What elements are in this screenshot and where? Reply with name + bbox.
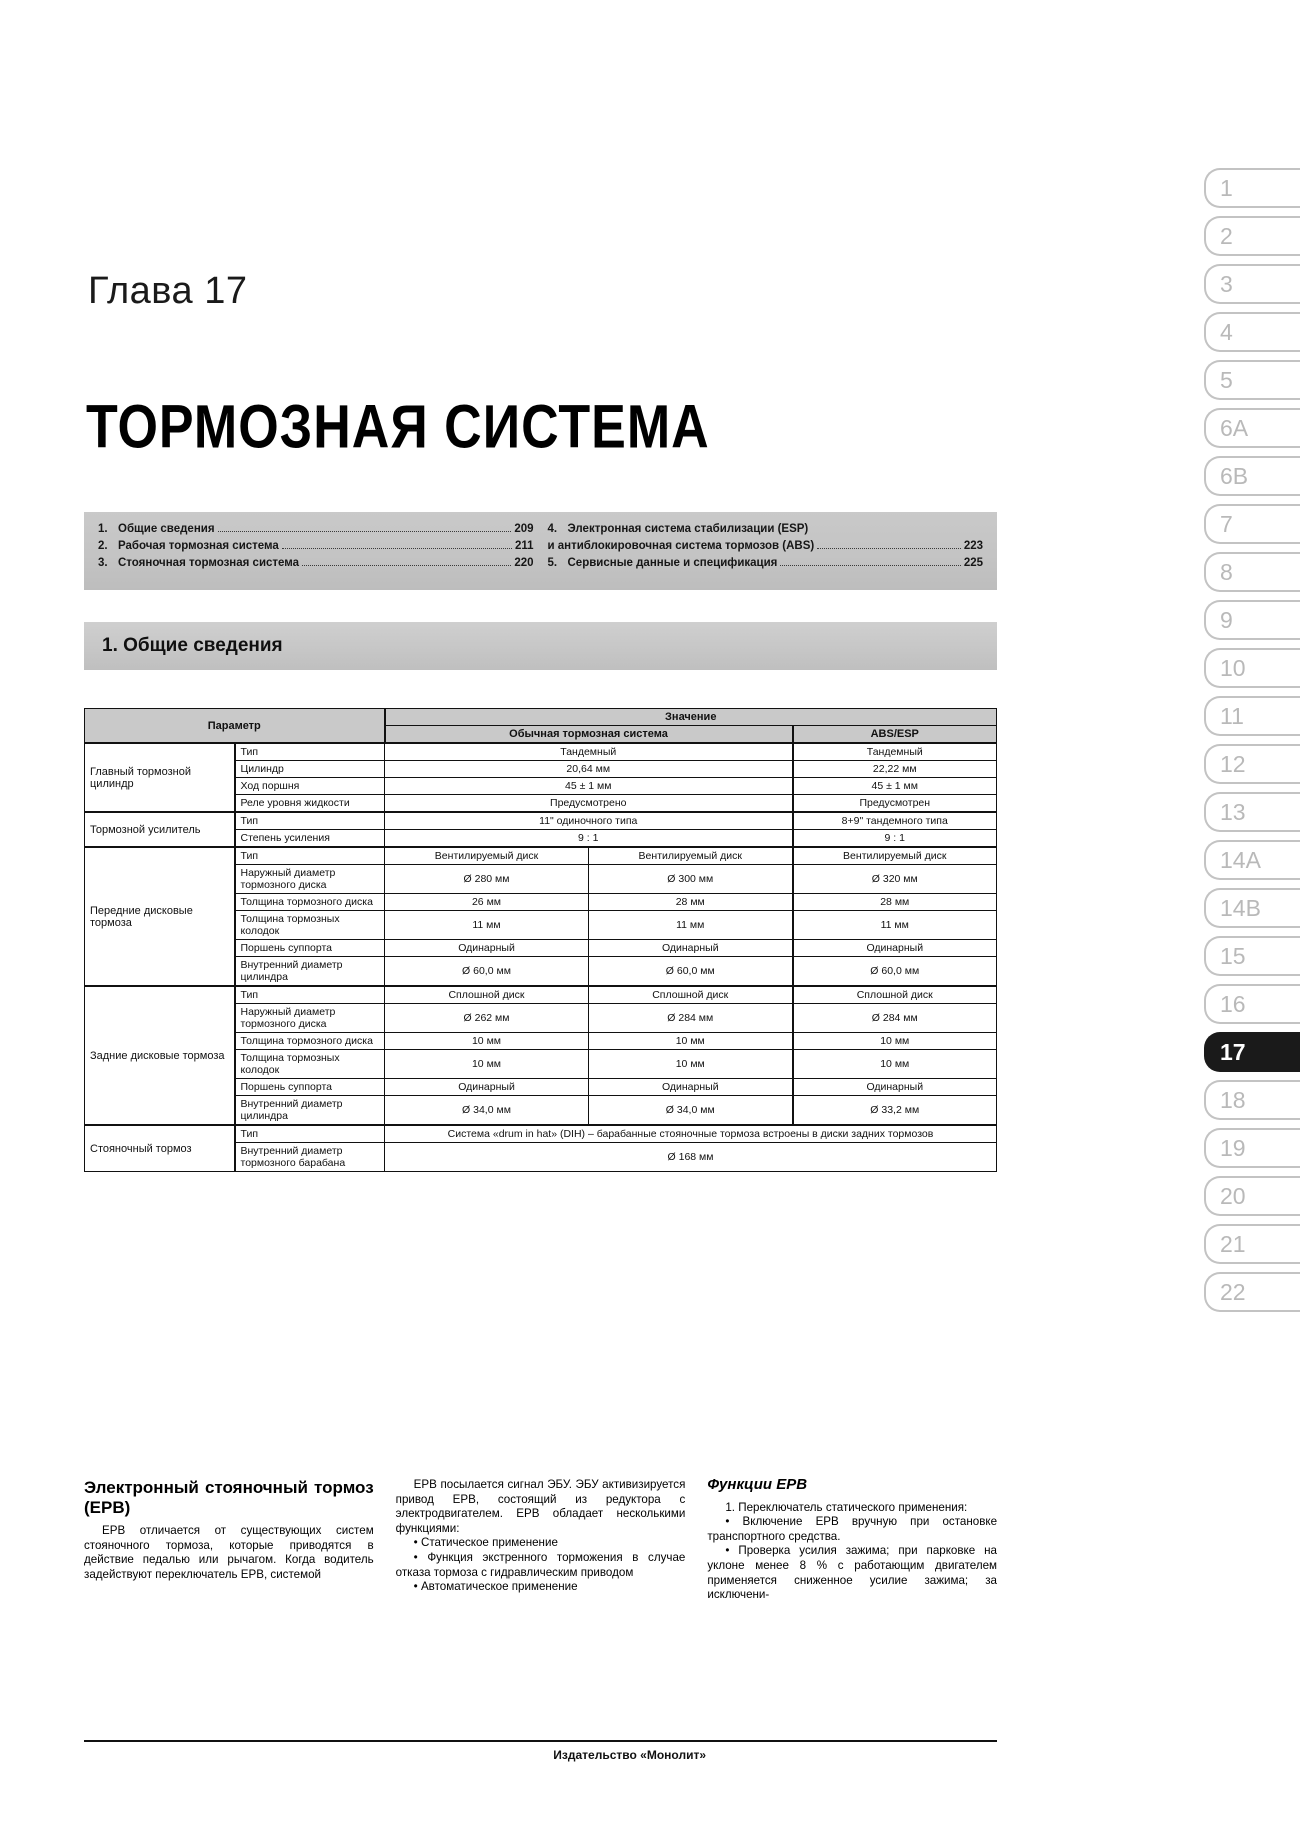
toc-column-right bbox=[548, 521, 984, 590]
row-group-label: Передние дисковые тормоза bbox=[85, 847, 235, 986]
toc-item[interactable] bbox=[548, 521, 984, 538]
parameter-value: Вентилируемый диск bbox=[793, 847, 997, 865]
parameter-name: Толщина тормозного диска bbox=[235, 1033, 385, 1050]
toc-item-label: Рабочая тормозная система bbox=[118, 540, 279, 552]
parameter-value: 9 : 1 bbox=[793, 830, 997, 848]
toc-item-number: 3. bbox=[98, 557, 108, 569]
header-abs-esp: ABS/ESP bbox=[793, 726, 997, 744]
article-bullet: • Автоматическое применение bbox=[413, 1580, 578, 1594]
header-value: Значение bbox=[385, 709, 997, 726]
toc-item[interactable] bbox=[98, 555, 534, 572]
parameter-value: Ø 284 мм bbox=[589, 1004, 793, 1033]
chapter-tab-13[interactable]: 13 bbox=[1204, 792, 1300, 832]
parameter-value: 22,22 мм bbox=[793, 761, 997, 778]
parameter-value: 10 мм bbox=[385, 1033, 589, 1050]
parameter-value: 45 ± 1 мм bbox=[385, 778, 793, 795]
toc-item-label-cont: и антиблокировочная система тормозов (ABS) bbox=[547, 540, 815, 552]
toc-item-page: 223 bbox=[963, 540, 983, 552]
parameter-value: Ø 34,0 мм bbox=[589, 1096, 793, 1126]
parameter-value: 28 мм bbox=[589, 894, 793, 911]
parameter-name: Тип bbox=[235, 847, 385, 865]
chapter-tab-16[interactable]: 16 bbox=[1204, 984, 1300, 1024]
parameter-name: Толщина тормозных колодок bbox=[235, 911, 385, 940]
parameter-name: Тип bbox=[235, 986, 385, 1004]
toc-item-label: Электронная система стабилизации (ESP) bbox=[567, 523, 809, 535]
chapter-tab-7[interactable]: 7 bbox=[1204, 504, 1300, 544]
toc-leader-dots bbox=[780, 557, 960, 566]
header-parameter: Параметр bbox=[85, 709, 385, 744]
parameter-value: Тандемный bbox=[385, 743, 793, 761]
parameter-value: Сплошной диск bbox=[589, 986, 793, 1004]
parameter-value: Ø 60,0 мм bbox=[589, 957, 793, 987]
article-bullet: • Статическое применение bbox=[413, 1536, 558, 1550]
parameter-value: 10 мм bbox=[793, 1033, 997, 1050]
section-heading-label: 1. Общие сведения bbox=[102, 635, 283, 656]
chapter-tab-18[interactable]: 18 bbox=[1204, 1080, 1300, 1120]
parameter-name: Внутренний диаметр тормозного барабана bbox=[235, 1143, 385, 1172]
parameter-value: 9 : 1 bbox=[385, 830, 793, 848]
parameter-name: Ход поршня bbox=[235, 778, 385, 795]
table-of-contents bbox=[84, 512, 997, 590]
table-row bbox=[85, 986, 997, 1004]
row-group-label: Тормозной усилитель bbox=[85, 812, 235, 847]
chapter-tab-8[interactable]: 8 bbox=[1204, 552, 1300, 592]
toc-item-label: Стояночная тормозная система bbox=[118, 557, 300, 569]
parameter-name: Реле уровня жидкости bbox=[235, 795, 385, 813]
toc-item-page: 220 bbox=[514, 557, 534, 569]
table-row bbox=[85, 1125, 997, 1143]
parameter-name: Поршень суппорта bbox=[235, 940, 385, 957]
toc-leader-dots bbox=[218, 523, 512, 532]
toc-item-continuation bbox=[548, 538, 984, 555]
chapter-tab-11[interactable]: 11 bbox=[1204, 696, 1300, 736]
parameter-value: Одинарный bbox=[385, 940, 589, 957]
chapter-label: Глава 17 bbox=[88, 270, 248, 312]
parameter-name: Тип bbox=[235, 812, 385, 830]
parameter-name: Тип bbox=[235, 743, 385, 761]
parameter-name: Наружный диаметр тормозного диска bbox=[235, 1004, 385, 1033]
article-paragraph-ecu: EPB посылается сигнал ЭБУ. ЭБУ активизируется привод EPB, состоящий из редуктора с электродвигателем. EPB обладает несколькими функциями: bbox=[395, 1478, 686, 1535]
row-group-label: Стояночный тормоз bbox=[85, 1125, 235, 1172]
chapter-tab-21[interactable]: 21 bbox=[1204, 1224, 1300, 1264]
article-heading-epb: Электронный стояночный тормоз (EPB) bbox=[84, 1478, 374, 1517]
chapter-tab-14A[interactable]: 14A bbox=[1204, 840, 1300, 880]
parameter-value: Одинарный bbox=[793, 1079, 997, 1096]
toc-item-number: 4. bbox=[547, 523, 558, 535]
parameter-value: Ø 168 мм bbox=[385, 1143, 997, 1172]
article-paragraph-intro: EPB отличается от существующих систем стояночного тормоза, которые приводятся в действие педалью или рычагом. Когда водитель задействуют переключатель EPB, системой bbox=[84, 1524, 374, 1581]
toc-leader-dots bbox=[282, 540, 512, 549]
specifications-table bbox=[84, 708, 997, 1172]
chapter-tab-index[interactable] bbox=[1188, 168, 1300, 1320]
table-row bbox=[85, 847, 997, 865]
parameter-value: Система «drum in hat» (DIH) – барабанные стояночные тормоза встроены в диски задних тормозов bbox=[385, 1125, 997, 1143]
toc-item-page: 225 bbox=[963, 557, 983, 569]
parameter-value: Ø 60,0 мм bbox=[385, 957, 589, 987]
parameter-name: Поршень суппорта bbox=[235, 1079, 385, 1096]
article-column-3 bbox=[707, 1478, 997, 1733]
parameter-value: 28 мм bbox=[793, 894, 997, 911]
chapter-tab-6B[interactable]: 6B bbox=[1204, 456, 1300, 496]
toc-item[interactable] bbox=[98, 521, 534, 538]
table-row bbox=[85, 743, 997, 761]
article-bullet: • Функция экстренного торможения в случае отказа тормоза с гидравлическим приводом bbox=[395, 1550, 686, 1579]
chapter-tab-10[interactable]: 10 bbox=[1204, 648, 1300, 688]
parameter-name: Толщина тормозных колодок bbox=[235, 1050, 385, 1079]
chapter-tab-14B[interactable]: 14B bbox=[1204, 888, 1300, 928]
chapter-tab-19[interactable]: 19 bbox=[1204, 1128, 1300, 1168]
parameter-name: Тип bbox=[235, 1125, 385, 1143]
parameter-value: 11 мм bbox=[793, 911, 997, 940]
parameter-value: Тандемный bbox=[793, 743, 997, 761]
parameter-value: Одинарный bbox=[793, 940, 997, 957]
parameter-value: Предусмотрено bbox=[385, 795, 793, 813]
parameter-name: Внутренний диаметр цилиндра bbox=[235, 1096, 385, 1126]
parameter-name: Степень усиления bbox=[235, 830, 385, 848]
toc-leader-dots bbox=[817, 540, 961, 549]
parameter-name: Цилиндр bbox=[235, 761, 385, 778]
article-bullet-list-functions bbox=[396, 1536, 686, 1594]
toc-item[interactable] bbox=[98, 538, 534, 555]
toc-item-page: 211 bbox=[514, 540, 534, 552]
toc-item-label: Общие сведения bbox=[118, 523, 215, 535]
parameter-value: 10 мм bbox=[589, 1033, 793, 1050]
parameter-value: 11 мм bbox=[385, 911, 589, 940]
toc-item-page: 209 bbox=[514, 523, 534, 535]
parameter-value: Ø 284 мм bbox=[793, 1004, 997, 1033]
chapter-tab-22[interactable]: 22 bbox=[1204, 1272, 1300, 1312]
table-row bbox=[85, 812, 997, 830]
chapter-tab-17[interactable]: 17 bbox=[1204, 1032, 1300, 1072]
toc-item-number: 2. bbox=[98, 540, 108, 552]
parameter-value: Предусмотрен bbox=[793, 795, 997, 813]
article-column-2 bbox=[396, 1478, 686, 1733]
article-column-1 bbox=[84, 1478, 374, 1733]
article-columns bbox=[84, 1478, 997, 1733]
chapter-tab-5[interactable]: 5 bbox=[1204, 360, 1300, 400]
parameter-value: Ø 262 мм bbox=[385, 1004, 589, 1033]
row-group-label: Главный тормозной цилиндр bbox=[85, 743, 235, 812]
parameter-value: Ø 33,2 мм bbox=[793, 1096, 997, 1126]
article-bullet: • Включение EPB вручную при остановке транспортного средства. bbox=[707, 1515, 998, 1543]
footer-publisher: Издательство «Монолит» bbox=[553, 1748, 706, 1762]
header-standard-system: Обычная тормозная система bbox=[385, 726, 793, 744]
toc-item-label: Сервисные данные и спецификация bbox=[567, 557, 778, 569]
chapter-tab-4[interactable]: 4 bbox=[1204, 312, 1300, 352]
parameter-value: Вентилируемый диск bbox=[589, 847, 793, 865]
parameter-value: 10 мм bbox=[589, 1050, 793, 1079]
toc-column-left bbox=[98, 521, 534, 590]
chapter-tab-12[interactable]: 12 bbox=[1204, 744, 1300, 784]
parameter-value: Одинарный bbox=[589, 940, 793, 957]
parameter-value: Сплошной диск bbox=[793, 986, 997, 1004]
chapter-tab-9[interactable]: 9 bbox=[1204, 600, 1300, 640]
toc-leader-dots bbox=[302, 557, 511, 566]
toc-item-number: 1. bbox=[98, 523, 108, 535]
parameter-value: 26 мм bbox=[385, 894, 589, 911]
parameter-value: 20,64 мм bbox=[385, 761, 793, 778]
parameter-value: Одинарный bbox=[385, 1079, 589, 1096]
parameter-name: Наружный диаметр тормозного диска bbox=[235, 865, 385, 894]
table-body bbox=[85, 743, 997, 1172]
article-heading-functions: Функции EPB bbox=[707, 1476, 808, 1493]
parameter-value: Ø 320 мм bbox=[793, 865, 997, 894]
chapter-tab-1[interactable]: 1 bbox=[1204, 168, 1300, 208]
parameter-value: 11" одиночного типа bbox=[385, 812, 793, 830]
row-group-label: Задние дисковые тормоза bbox=[85, 986, 235, 1125]
table-head bbox=[85, 709, 997, 744]
parameter-name: Внутренний диаметр цилиндра bbox=[235, 957, 385, 987]
table-header-row-1 bbox=[85, 709, 997, 726]
chapter-tab-15[interactable]: 15 bbox=[1204, 936, 1300, 976]
footer-divider bbox=[84, 1740, 997, 1742]
parameter-name: Толщина тормозного диска bbox=[235, 894, 385, 911]
parameter-value: Ø 34,0 мм bbox=[385, 1096, 589, 1126]
page-title: ТОРМОЗНАЯ СИСТЕМА bbox=[86, 393, 710, 462]
parameter-value: 10 мм bbox=[385, 1050, 589, 1079]
parameter-value: Ø 280 мм bbox=[385, 865, 589, 894]
chapter-tab-6A[interactable]: 6A bbox=[1204, 408, 1300, 448]
parameter-value: Ø 300 мм bbox=[589, 865, 793, 894]
article-bullet: • Проверка усилия зажима; при парковке на уклоне менее 8 % с работающим двигателем применяется сниженное усилие зажима; за исключени- bbox=[707, 1544, 998, 1602]
parameter-value: Вентилируемый диск bbox=[385, 847, 589, 865]
parameter-value: Одинарный bbox=[589, 1079, 793, 1096]
parameter-value: 10 мм bbox=[793, 1050, 997, 1079]
article-numbered-item-1: 1. Переключатель статического применения: bbox=[725, 1500, 968, 1514]
parameter-value: 11 мм bbox=[589, 911, 793, 940]
parameter-value: Ø 60,0 мм bbox=[793, 957, 997, 987]
parameter-value: 45 ± 1 мм bbox=[793, 778, 997, 795]
chapter-tab-3[interactable]: 3 bbox=[1204, 264, 1300, 304]
parameter-value: Сплошной диск bbox=[385, 986, 589, 1004]
toc-item[interactable] bbox=[548, 555, 984, 572]
chapter-tab-20[interactable]: 20 bbox=[1204, 1176, 1300, 1216]
toc-item-number: 5. bbox=[547, 557, 558, 569]
article-bullet-list-static bbox=[707, 1515, 997, 1603]
section-heading-bar bbox=[84, 622, 997, 670]
chapter-tab-2[interactable]: 2 bbox=[1204, 216, 1300, 256]
parameter-value: 8+9" тандемного типа bbox=[793, 812, 997, 830]
